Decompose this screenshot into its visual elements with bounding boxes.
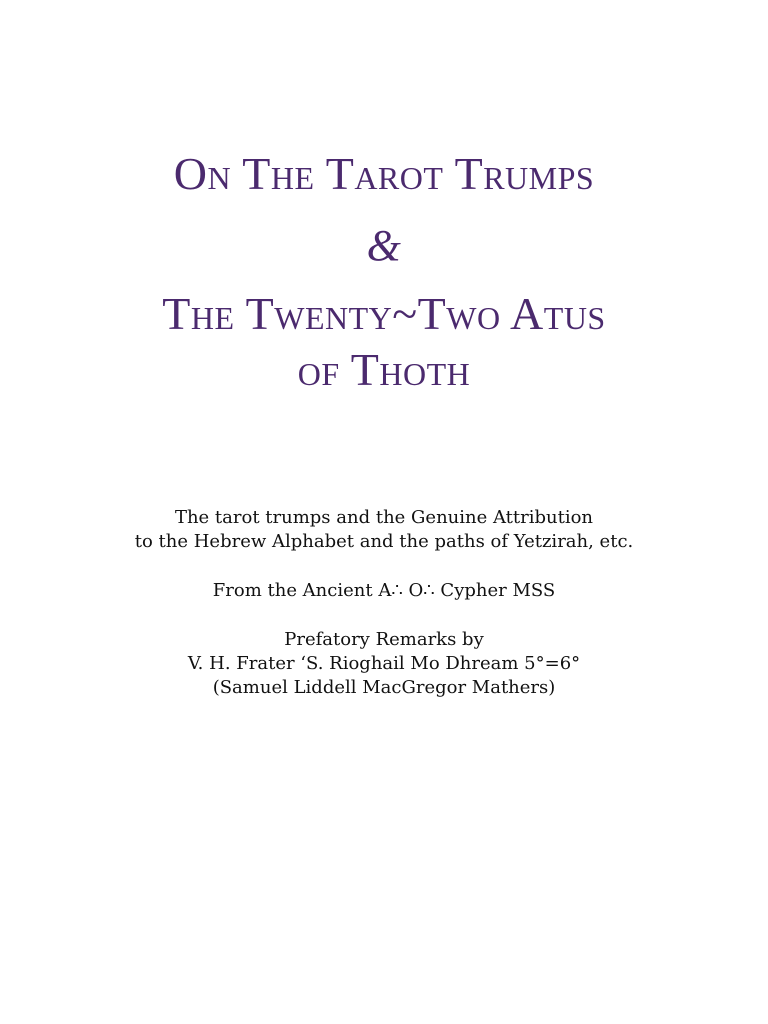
remarks-label: Prefatory Remarks by (284, 629, 484, 650)
author-line: V. H. Frater ‘S. Rioghail Mo Dhream 5°=6° (187, 653, 581, 674)
title-line-1: On The Tarot Trumps (173, 148, 595, 199)
source-line: From the Ancient A∴ O∴ Cypher MSS (212, 580, 556, 601)
subtitle-line-1: The tarot trumps and the Genuine Attribution (174, 507, 594, 528)
title-line-3: of Thoth (297, 344, 471, 395)
subtitle-line-2: to the Hebrew Alphabet and the paths of Yetzirah, etc. (134, 531, 634, 552)
author-name: (Samuel Liddell MacGregor Mathers) (212, 677, 556, 698)
title-line-2: The Twenty~Two Atus (162, 288, 606, 339)
title-ampersand: & (366, 221, 402, 270)
